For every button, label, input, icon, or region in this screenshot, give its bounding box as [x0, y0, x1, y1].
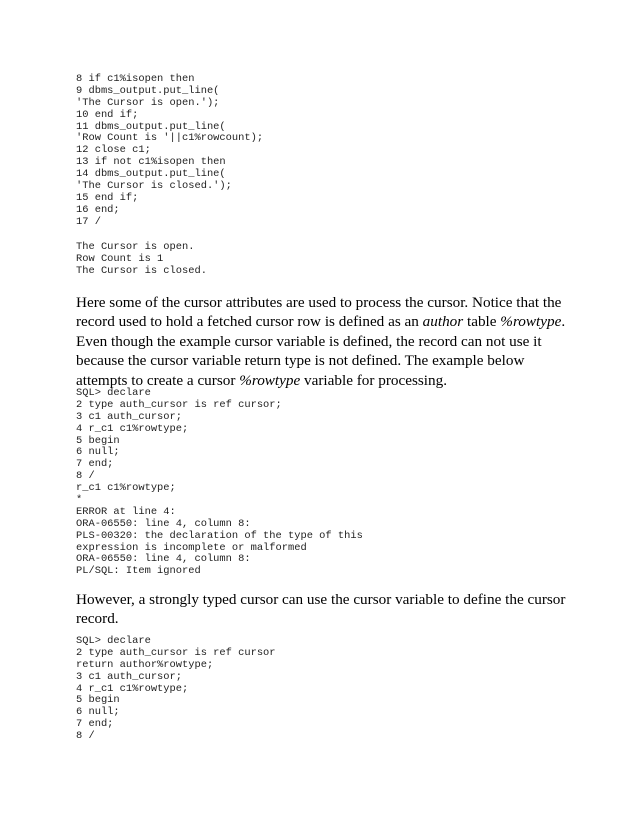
code-line: 5 begin [76, 434, 120, 447]
paragraph-strongly-typed-cursor [76, 590, 566, 629]
code-line: 16 end; [76, 203, 120, 216]
code-line: ORA-06550: line 4, column 8: [76, 517, 251, 530]
code-line: 5 begin [76, 694, 120, 707]
code-line: 4 r_c1 c1%rowtype; [76, 682, 189, 695]
code-line: 11 dbms_output.put_line( [76, 120, 226, 133]
paragraph-emphasis: author [422, 313, 464, 331]
code-line: * [76, 494, 83, 507]
code-line: 2 type auth_cursor is ref cursor; [76, 398, 282, 411]
code-line: 4 r_c1 c1%rowtype; [76, 422, 189, 435]
output-line: The Cursor is closed. [76, 264, 207, 277]
code-block-strong-cursor [76, 636, 276, 743]
code-line: 13 if not c1%isopen then [76, 156, 226, 169]
code-line: 17 / [76, 215, 101, 228]
code-line: PL/SQL: Item ignored [76, 565, 201, 578]
code-line: 12 close c1; [76, 144, 151, 157]
paragraph-emphasis: %rowtype [500, 313, 562, 331]
code-line: 7 end; [76, 458, 114, 471]
paragraph-text: . Even though the example cursor variable is defined, the record can not use it because the cursor variable return type is not defined. The example below attempts to create a cursor [76, 313, 566, 389]
paragraph-text: table [463, 313, 501, 331]
code-line: 'The Cursor is closed.'); [76, 180, 232, 193]
paragraph-emphasis: %rowtype [239, 371, 301, 389]
code-line: 8 / [76, 470, 95, 483]
code-line: 2 type auth_cursor is ref cursor [76, 646, 276, 659]
output-line: Row Count is 1 [76, 252, 164, 265]
code-block-output [76, 242, 207, 278]
code-line: 8 / [76, 730, 95, 743]
code-line: 'The Cursor is open.'); [76, 96, 220, 109]
output-line: The Cursor is open. [76, 241, 195, 253]
code-line: return author%rowtype; [76, 658, 214, 671]
paragraph-text: variable for processing. [300, 371, 447, 389]
code-line: 14 dbms_output.put_line( [76, 168, 226, 181]
code-block-cursor-attributes [76, 74, 263, 229]
code-line: expression is incomplete or malformed [76, 541, 307, 554]
code-line: 15 end if; [76, 191, 139, 204]
code-line: SQL> declare [76, 387, 151, 399]
code-line: 8 if c1%isopen then [76, 73, 195, 85]
paragraph-cursor-attributes [76, 293, 566, 390]
code-line: 3 c1 auth_cursor; [76, 410, 183, 423]
code-line: SQL> declare [76, 635, 151, 647]
code-line: 6 null; [76, 706, 120, 719]
code-line: 6 null; [76, 446, 120, 459]
paragraph-text: Here some of the cursor attributes are used to process the cursor. Notice that the record used to hold a fetched cursor row is defined as an [76, 294, 562, 331]
code-line: 3 c1 auth_cursor; [76, 670, 183, 683]
code-line: r_c1 c1%rowtype; [76, 482, 176, 495]
code-line: 7 end; [76, 718, 114, 731]
code-line: 9 dbms_output.put_line( [76, 84, 220, 97]
code-line: 'Row Count is '||c1%rowcount); [76, 132, 264, 145]
code-line: PLS-00320: the declaration of the type of this [76, 529, 363, 542]
code-line: ORA-06550: line 4, column 8: [76, 553, 251, 566]
paragraph-text: However, a strongly typed cursor can use the cursor variable to define the cursor record. [76, 591, 566, 628]
code-line: ERROR at line 4: [76, 505, 176, 518]
code-line: 10 end if; [76, 108, 139, 121]
code-block-weak-cursor-error [76, 388, 363, 578]
